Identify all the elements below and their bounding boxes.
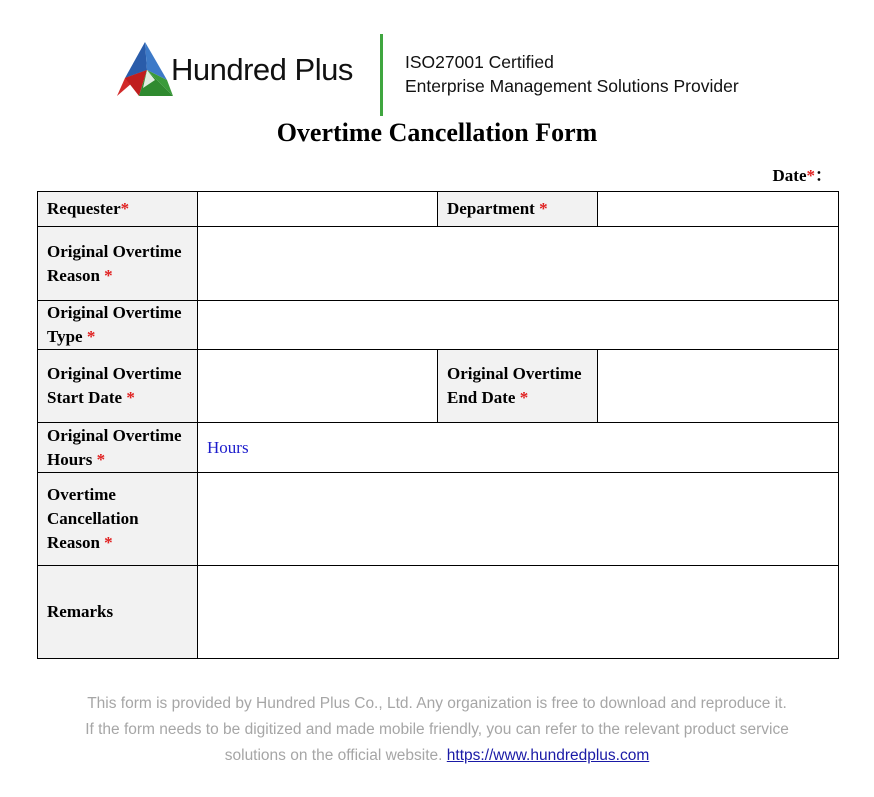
original-overtime-hours-input[interactable]	[198, 423, 839, 473]
cert-line: ISO27001 Certified	[405, 52, 554, 72]
footer-line-1: This form is provided by Hundred Plus Co., Ltd. Any organization is free to download and reproduce it.	[87, 695, 787, 712]
brand-name: Hundred Plus	[171, 52, 353, 87]
original-overtime-type-input[interactable]	[198, 301, 839, 350]
provider-line: Enterprise Management Solutions Provider	[405, 76, 739, 96]
hundred-plus-logo-icon	[115, 40, 175, 100]
document-header	[0, 0, 874, 120]
website-link[interactable]: https://www.hundredplus.com	[446, 747, 650, 764]
table-row	[38, 423, 839, 473]
tagline	[405, 50, 739, 98]
original-overtime-hours-label: Original Overtime Hours *	[38, 423, 198, 473]
original-overtime-type-label: Original Overtime Type *	[38, 301, 198, 350]
date-field[interactable]	[773, 161, 832, 186]
table-row	[38, 566, 839, 659]
table-row	[38, 350, 839, 423]
original-overtime-reason-label: Original Overtime Reason *	[38, 227, 198, 301]
original-overtime-start-date-label: Original Overtime Start Date *	[38, 350, 198, 423]
original-overtime-end-date-label: Original Overtime End Date *	[438, 350, 598, 423]
requester-input[interactable]	[198, 192, 438, 227]
footer-line-2: If the form needs to be digitized and made mobile friendly, you can refer to the relevant product service	[85, 721, 789, 738]
overtime-cancellation-reason-label: Overtime Cancellation Reason *	[38, 473, 198, 566]
remarks-input[interactable]	[198, 566, 839, 659]
date-colon: ：	[815, 166, 832, 185]
form-title: Overtime Cancellation Form	[276, 118, 598, 147]
requester-label: Requester*	[38, 192, 198, 227]
department-label: Department *	[438, 192, 598, 227]
original-overtime-end-date-input[interactable]	[598, 350, 839, 423]
table-row	[38, 473, 839, 566]
table-row	[38, 301, 839, 350]
table-row	[38, 227, 839, 301]
required-mark: *	[806, 166, 815, 185]
hours-unit: Hours	[207, 437, 249, 457]
department-input[interactable]	[598, 192, 839, 227]
header-divider	[380, 34, 383, 116]
overtime-cancellation-reason-input[interactable]	[198, 473, 839, 566]
table-row	[38, 192, 839, 227]
remarks-label: Remarks	[38, 566, 198, 659]
original-overtime-start-date-input[interactable]	[198, 350, 438, 423]
date-label: Date	[772, 166, 807, 185]
footer-note	[0, 691, 874, 769]
overtime-cancellation-table	[37, 191, 839, 659]
original-overtime-reason-input[interactable]	[198, 227, 839, 301]
footer-line-3: solutions on the official website. https://www.hundredplus.com	[224, 747, 650, 764]
